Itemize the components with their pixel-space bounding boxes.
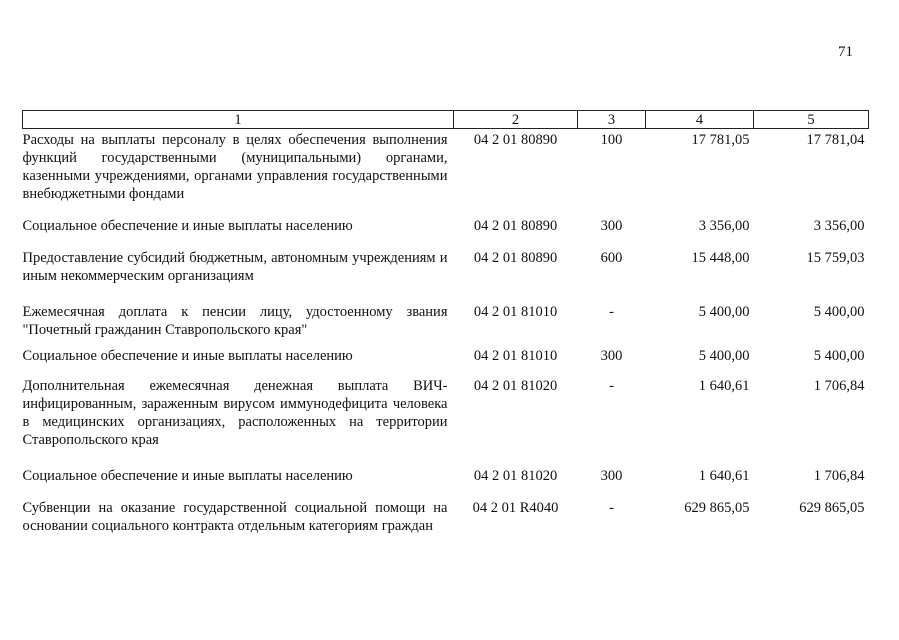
table-body	[23, 129, 869, 542]
row-type-cell: 300	[600, 218, 623, 234]
row-amount-1-cell: 1 640,61	[698, 468, 750, 484]
row-amount-1-cell: 5 400,00	[698, 304, 750, 320]
table-row	[23, 491, 869, 541]
header-col-4: 4	[646, 111, 754, 129]
row-type-cell: -	[609, 304, 614, 320]
row-amount-2-cell: 5 400,00	[813, 304, 865, 320]
row-name-cell: Социальное обеспечение и иные выплаты населению	[22, 218, 353, 234]
row-name-cell: Социальное обеспечение и иные выплаты населению	[22, 468, 353, 484]
row-amount-1-cell: 15 448,00	[691, 250, 750, 266]
row-code-cell: 04 2 01 R4040	[472, 500, 559, 516]
table-row	[23, 371, 869, 455]
row-amount-1-cell: 3 356,00	[698, 218, 750, 234]
row-code-cell: 04 2 01 81020	[473, 378, 558, 394]
row-amount-2-cell: 1 706,84	[813, 468, 865, 484]
row-code-cell: 04 2 01 81020	[473, 468, 558, 484]
table-row	[23, 241, 869, 291]
row-type-cell: 600	[600, 250, 623, 266]
header-col-2: 2	[454, 111, 578, 129]
row-name-cell: Субвенции на оказание государственной социальной помощи на основании социального контракта отдельным категориям граждан	[22, 500, 448, 534]
row-amount-1-cell: 5 400,00	[698, 348, 750, 364]
row-type-cell: 300	[600, 468, 623, 484]
row-name-cell: Предоставление субсидий бюджетным, автономным учреждениям и иным некоммерческим организациям	[22, 250, 448, 284]
header-row	[23, 111, 869, 129]
row-name-cell: Ежемесячная доплата к пенсии лицу, удостоенному звания "Почетный гражданин Ставропольского края"	[22, 304, 448, 338]
row-amount-1-cell: 629 865,05	[684, 500, 750, 516]
row-name-cell: Социальное обеспечение и иные выплаты населению	[22, 348, 353, 364]
row-code-cell: 04 2 01 80890	[473, 218, 558, 234]
header-col-5: 5	[754, 111, 869, 129]
row-code-cell: 04 2 01 81010	[473, 348, 558, 364]
table-header	[23, 111, 869, 129]
row-name-cell: Расходы на выплаты персоналу в целях обеспечения выполнения функций государственными (муниципальными) органами, казенными учреждениями, органами управления государственными внебюджетными фондами	[22, 132, 448, 202]
row-name-cell: Дополнительная ежемесячная денежная выплата ВИЧ-инфицированным, зараженным вирусом иммунодефицита человека в медицинских организациях, расположенных на территории Ставропольского края	[22, 378, 448, 448]
row-code-cell: 04 2 01 80890	[473, 250, 558, 266]
row-amount-1-cell: 17 781,05	[691, 132, 750, 148]
row-amount-2-cell: 629 865,05	[799, 500, 865, 516]
table-row	[23, 345, 869, 371]
row-amount-2-cell: 5 400,00	[813, 348, 865, 364]
row-amount-2-cell: 15 759,03	[806, 250, 865, 266]
row-type-cell: -	[609, 378, 614, 394]
table-row	[23, 291, 869, 345]
header-col-1: 1	[23, 111, 454, 129]
row-code-cell: 04 2 01 80890	[473, 132, 558, 148]
row-amount-2-cell: 1 706,84	[813, 378, 865, 394]
table-row	[23, 209, 869, 241]
budget-table	[22, 110, 869, 541]
header-col-3: 3	[578, 111, 646, 129]
row-amount-1-cell: 1 640,61	[698, 378, 750, 394]
table-row	[23, 129, 869, 210]
row-amount-2-cell: 3 356,00	[813, 218, 865, 234]
row-type-cell: 300	[600, 348, 623, 364]
row-amount-2-cell: 17 781,04	[806, 132, 865, 148]
row-type-cell: 100	[600, 132, 623, 148]
page-number: 71	[838, 44, 853, 60]
row-code-cell: 04 2 01 81010	[473, 304, 558, 320]
table-row	[23, 455, 869, 491]
row-type-cell: -	[609, 500, 614, 516]
